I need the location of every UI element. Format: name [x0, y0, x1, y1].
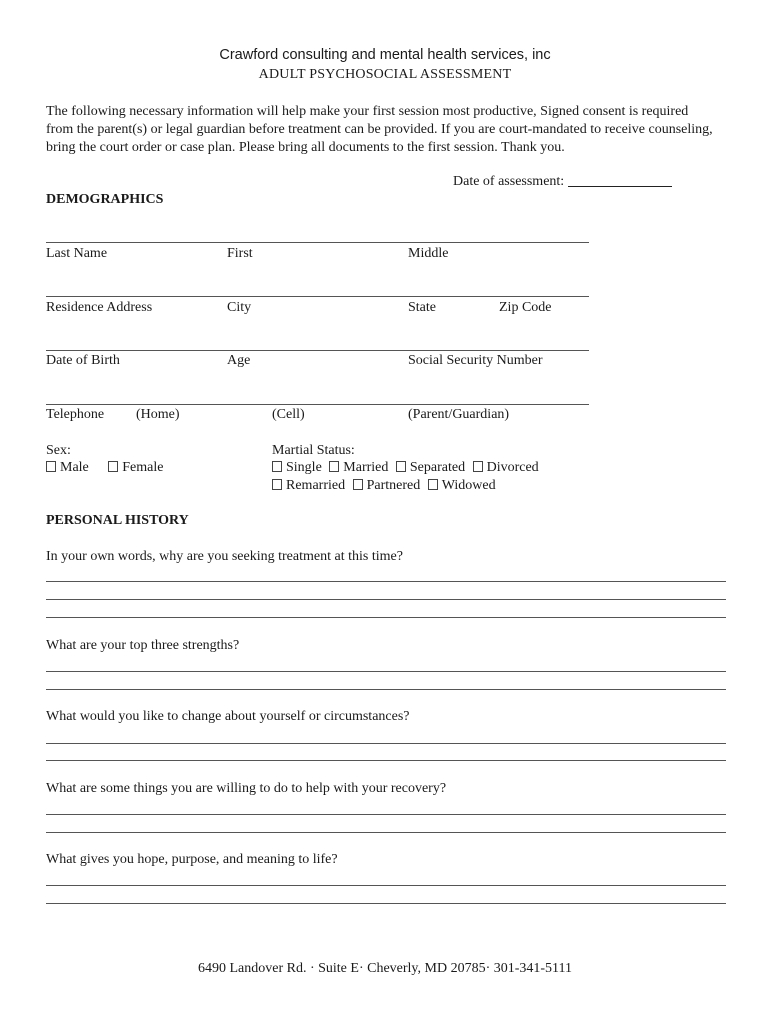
- question-change: What would you like to change about yourself or circumstances?: [46, 709, 410, 724]
- date-of-assessment-field[interactable]: [568, 186, 672, 187]
- date-of-birth-label: Date of Birth: [46, 353, 120, 368]
- marital-options-row1: [272, 460, 539, 476]
- first-name-label: First: [227, 246, 253, 261]
- sex-label: Sex:: [46, 443, 71, 458]
- parent-guardian-phone-label: (Parent/Guardian): [408, 407, 510, 422]
- answer-line[interactable]: [46, 617, 726, 618]
- remarried-option-label: Remarried: [286, 478, 346, 493]
- address-line[interactable]: [46, 296, 589, 297]
- answer-line[interactable]: [46, 903, 726, 904]
- married-option-label: Married: [343, 460, 389, 475]
- question-seeking-treatment: In your own words, why are you seeking treatment at this time?: [46, 549, 403, 564]
- cell-phone-label: (Cell): [272, 407, 305, 422]
- answer-line[interactable]: [46, 671, 726, 672]
- demographics-heading: DEMOGRAPHICS: [46, 192, 164, 207]
- organization-name: Crawford consulting and mental health services, inc: [219, 47, 551, 63]
- age-label: Age: [227, 353, 251, 368]
- date-of-assessment-label: Date of assessment:: [453, 174, 565, 189]
- divorced-option-label: Divorced: [486, 460, 539, 475]
- answer-line[interactable]: [46, 581, 726, 582]
- male-checkbox[interactable]: [46, 461, 56, 472]
- male-option-label: Male: [60, 460, 89, 475]
- sex-options: [46, 460, 163, 476]
- marital-options-row2: [272, 478, 496, 494]
- single-checkbox[interactable]: [272, 461, 282, 472]
- state-label: State: [408, 300, 436, 315]
- remarried-checkbox[interactable]: [272, 479, 282, 490]
- date-of-assessment: [453, 174, 672, 190]
- widowed-option-label: Widowed: [441, 478, 496, 493]
- single-option-label: Single: [286, 460, 322, 475]
- form-title: ADULT PSYCHOSOCIAL ASSESSMENT: [258, 67, 512, 82]
- separated-option-label: Separated: [409, 460, 466, 475]
- telephone-line[interactable]: [46, 404, 589, 405]
- divorced-checkbox[interactable]: [473, 461, 483, 472]
- telephone-label: Telephone: [46, 407, 105, 422]
- partnered-checkbox[interactable]: [353, 479, 363, 490]
- city-label: City: [227, 300, 252, 315]
- female-checkbox[interactable]: [108, 461, 118, 472]
- home-phone-label: (Home): [136, 407, 180, 422]
- residence-address-label: Residence Address: [46, 300, 153, 315]
- answer-line[interactable]: [46, 814, 726, 815]
- answer-line[interactable]: [46, 760, 726, 761]
- married-checkbox[interactable]: [329, 461, 339, 472]
- widowed-checkbox[interactable]: [428, 479, 438, 490]
- separated-checkbox[interactable]: [396, 461, 406, 472]
- question-hope: What gives you hope, purpose, and meaning to life?: [46, 852, 338, 867]
- middle-name-label: Middle: [408, 246, 449, 261]
- answer-line[interactable]: [46, 743, 726, 744]
- female-option-label: Female: [122, 460, 164, 475]
- intro-paragraph: The following necessary information will help make your first session most productive, Signed consent is required from the parent(s) or legal guardian before treatment can be provided. If you are court-mandated to receive counseling, bring the court order or case plan. Please bring all documents to the first session. Thank you.: [46, 104, 713, 155]
- marital-status-label: Martial Status:: [272, 443, 355, 458]
- answer-line[interactable]: [46, 689, 726, 690]
- zip-code-label: Zip Code: [499, 300, 552, 315]
- ssn-label: Social Security Number: [408, 353, 543, 368]
- answer-line[interactable]: [46, 885, 726, 886]
- personal-history-heading: PERSONAL HISTORY: [46, 513, 189, 528]
- footer-address: 6490 Landover Rd. · Suite E· Cheverly, MD 20785· 301-341-5111: [197, 961, 573, 976]
- question-recovery: What are some things you are willing to do to help with your recovery?: [46, 781, 447, 796]
- dob-line[interactable]: [46, 350, 589, 351]
- answer-line[interactable]: [46, 832, 726, 833]
- partnered-option-label: Partnered: [366, 478, 421, 493]
- last-name-label: Last Name: [46, 246, 108, 261]
- name-line[interactable]: [46, 242, 589, 243]
- answer-line[interactable]: [46, 599, 726, 600]
- question-strengths: What are your top three strengths?: [46, 638, 240, 653]
